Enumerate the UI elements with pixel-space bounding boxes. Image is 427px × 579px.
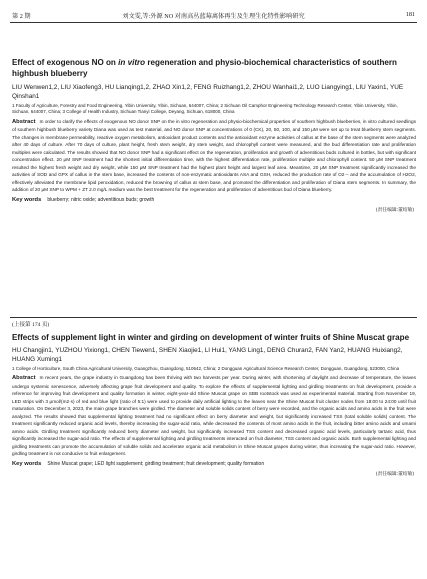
article-2 (12, 332, 416, 477)
article-1-abstract: Abstract In order to clarify the effects of exogenous NO donor SNP on the in vitro regeneration and physio-biochemical properties of southern highbush blueberries, in vitro cultured seedlings of southern highbush blueberry variety Diana was used as test material, and NO donor SNP at concentrations of 0 (CK), 20, 50, 100, and 150 μM were set up to treat blueberry stem segments. The changes in membrane permeability, reactive oxygen metabolism, antioxidant product contents and the antioxidant enzyme activities of callus at the base of the stem segments were analyzed after 40 days of culture. After 70 days of culture, plant height, fresh stem weight, dry stem weight, and chlorophyll content were measured, and the bud differentiation rate and proliferation multiples were calculated. The results showed that NO donor SNP had a significant effect on the regeneration, proliferation and growth of adventitious buds cultured in bottles, but with significant concentration effect. 20 μM SNP treatment had the shortest initial differentiation time, with the highest differentiation rate, proliferation multiple and chlorophyll content. 50 μM SNP treatment resulted the highest fresh weight and dry weight, while 150 μM SNP treatment had the highest plant height and largest leaf area. Meantime, 20 μM SNP treatment significantly increased the activities of SOD and GPX of callus in the stem base, increased the contents of non-enzymatic antioxidants ASA and GSH, reduced the production rate of O2·− and the accumulation of H2O2, effectively alleviated the membrane lipid peroxidation, reduced the browning of callus at stem base, and promoted the differentiation and proliferation of Diana stem segments. In summary, the addition of 20 μM SNP to WPM + ZT 2.0 mg/L medium was the best treatment for the regeneration and proliferation of adventitious bud of Diana blueberry. (12, 118, 416, 193)
article-2-keywords: Key words Shine Muscat grape; LED light supplement; girdling treatment; fruit development; quality formation (12, 460, 265, 467)
article-2-abstract: Abstract In recent years, the grape industry in Guangdong has been thriving with two harvests per year. During winter, with shortening of daylight and decrease of temperature, the leaves undergo systemic senescence, adversely affecting grape fruit development and quality. To explore the effects of supplemental lighting and girdling treatments on fruit development, provide a reference for improving fruit development and quality formation in winter, eight-year-old Shine Muscat grape on SBB rootstock was used as experimental material. Starting from November 19, LED strips with 3 μmol/(m2·s) of red and blue light (ratio of 5:1) were used to provide daily artificial lighting to the leaves near the Shine Muscat fruit cluster nodes from 18:00 to 24:00 until fruit maturation. On December 3, 2023, the main grape branches were girdled. The diameter and soluble solids content of berry were recorded, and the organic acids and amino acids in the fruit were analyzed. The results showed that supplemental lighting treatment had no significant effect on berry diameter and weight, but significantly increased TSS (total soluble solids) content. The treatment significantly reduced organic acid levels, thereby increasing the sugar-acid ratio, while decreased the contents of most amino acids in the fruit, including bitter amino acids and umami amino acids. Girdling treatment significantly reduced berry diameter and weight, but significantly increased TSS content and decreased organic acid levels, particularly tartaric acid, thus significantly increased the sugar-acid ratio. The effects of supplemental lighting and girdling treatments interacted on fruit diameter, TSS content and organic acids. Both supplemental lighting and girdling treatments can promote the accumulation of soluble solids and accelerate organic acid metabolism in Shine Muscat grapes during winter, thus increasing the sugar-acid ratio. However, girdling treatment is not conducive to fruit enlargement. (12, 375, 416, 457)
article-1 (12, 57, 416, 213)
header-rule (10, 22, 417, 23)
article-2-affiliation: 1 College of Horticulture, South China Agricultural University, Guangzhou, Guangdong, 510642, China; 2 Dongguan Agricultural Science Research Center, Dongguan, Guangdong, 523000, China (12, 366, 400, 372)
article-2-title: Effects of supplement light in winter and girding on development of winter fruits of Shine Muscat grape (12, 333, 410, 342)
article-2-editor: (责任编辑:董绍敏) (375, 471, 414, 477)
keywords-label: Key words (12, 196, 42, 203)
abstract-label: Abstract (12, 375, 36, 382)
page-number: 181 (405, 11, 415, 18)
keywords-label: Key words (12, 460, 42, 467)
section-divider (10, 317, 417, 318)
article-1-affiliation: 1 Faculty of Agriculture, Forestry and Food Engineering, Yibin University, Yibin, Sichuan, 644007, China; 2 Sichuan Oil Camphor Engineering Technology Research Center, Yibin University, Yibin, Sichuan, 644007, China; 3 College of Health Industry, Sichuan Tianyi College, Deyang, Sichuan, 618000, China (12, 103, 398, 115)
article-1-editor: (责任编辑:董绍敏) (375, 207, 414, 213)
abstract-label: Abstract (12, 118, 36, 125)
article-1-title: Effect of exogenous NO on in vitro regeneration and physio-biochemical characteristics of southern highbush blueberry (12, 58, 397, 78)
running-title: 刘文雯,等:外源 NO 对南高丛蓝莓离体再生及生理生化特性影响研究 (122, 13, 305, 20)
issue-number: 第 2 期 (12, 13, 31, 20)
article-2-authors: HU Changjin1, YUZHOU Yixiong1, CHEN Tiewen1, SHEN Xiaojie1, LI Hui1, YANG Ling1, DENG Churan2, FAN Yan2, HUANG Huixiang2, HUANG Xuming1 (12, 347, 403, 363)
journal-page (10, 0, 417, 579)
article-1-keywords: Key words blueberry; nitric oxide; adventitious buds; growth (12, 196, 155, 203)
continued-note: (上接第 174 页) (12, 322, 50, 328)
article-1-authors: LIU Wenwen1,2, LIU Xiaofeng3, HU Lianqing1,2, ZHAO Xin1,2, FENG Ruizhang1,2, ZHOU Wanhai1,2, LUO Liangying1, LIU Yaxin1, YUE Qinshan1 (12, 84, 404, 100)
